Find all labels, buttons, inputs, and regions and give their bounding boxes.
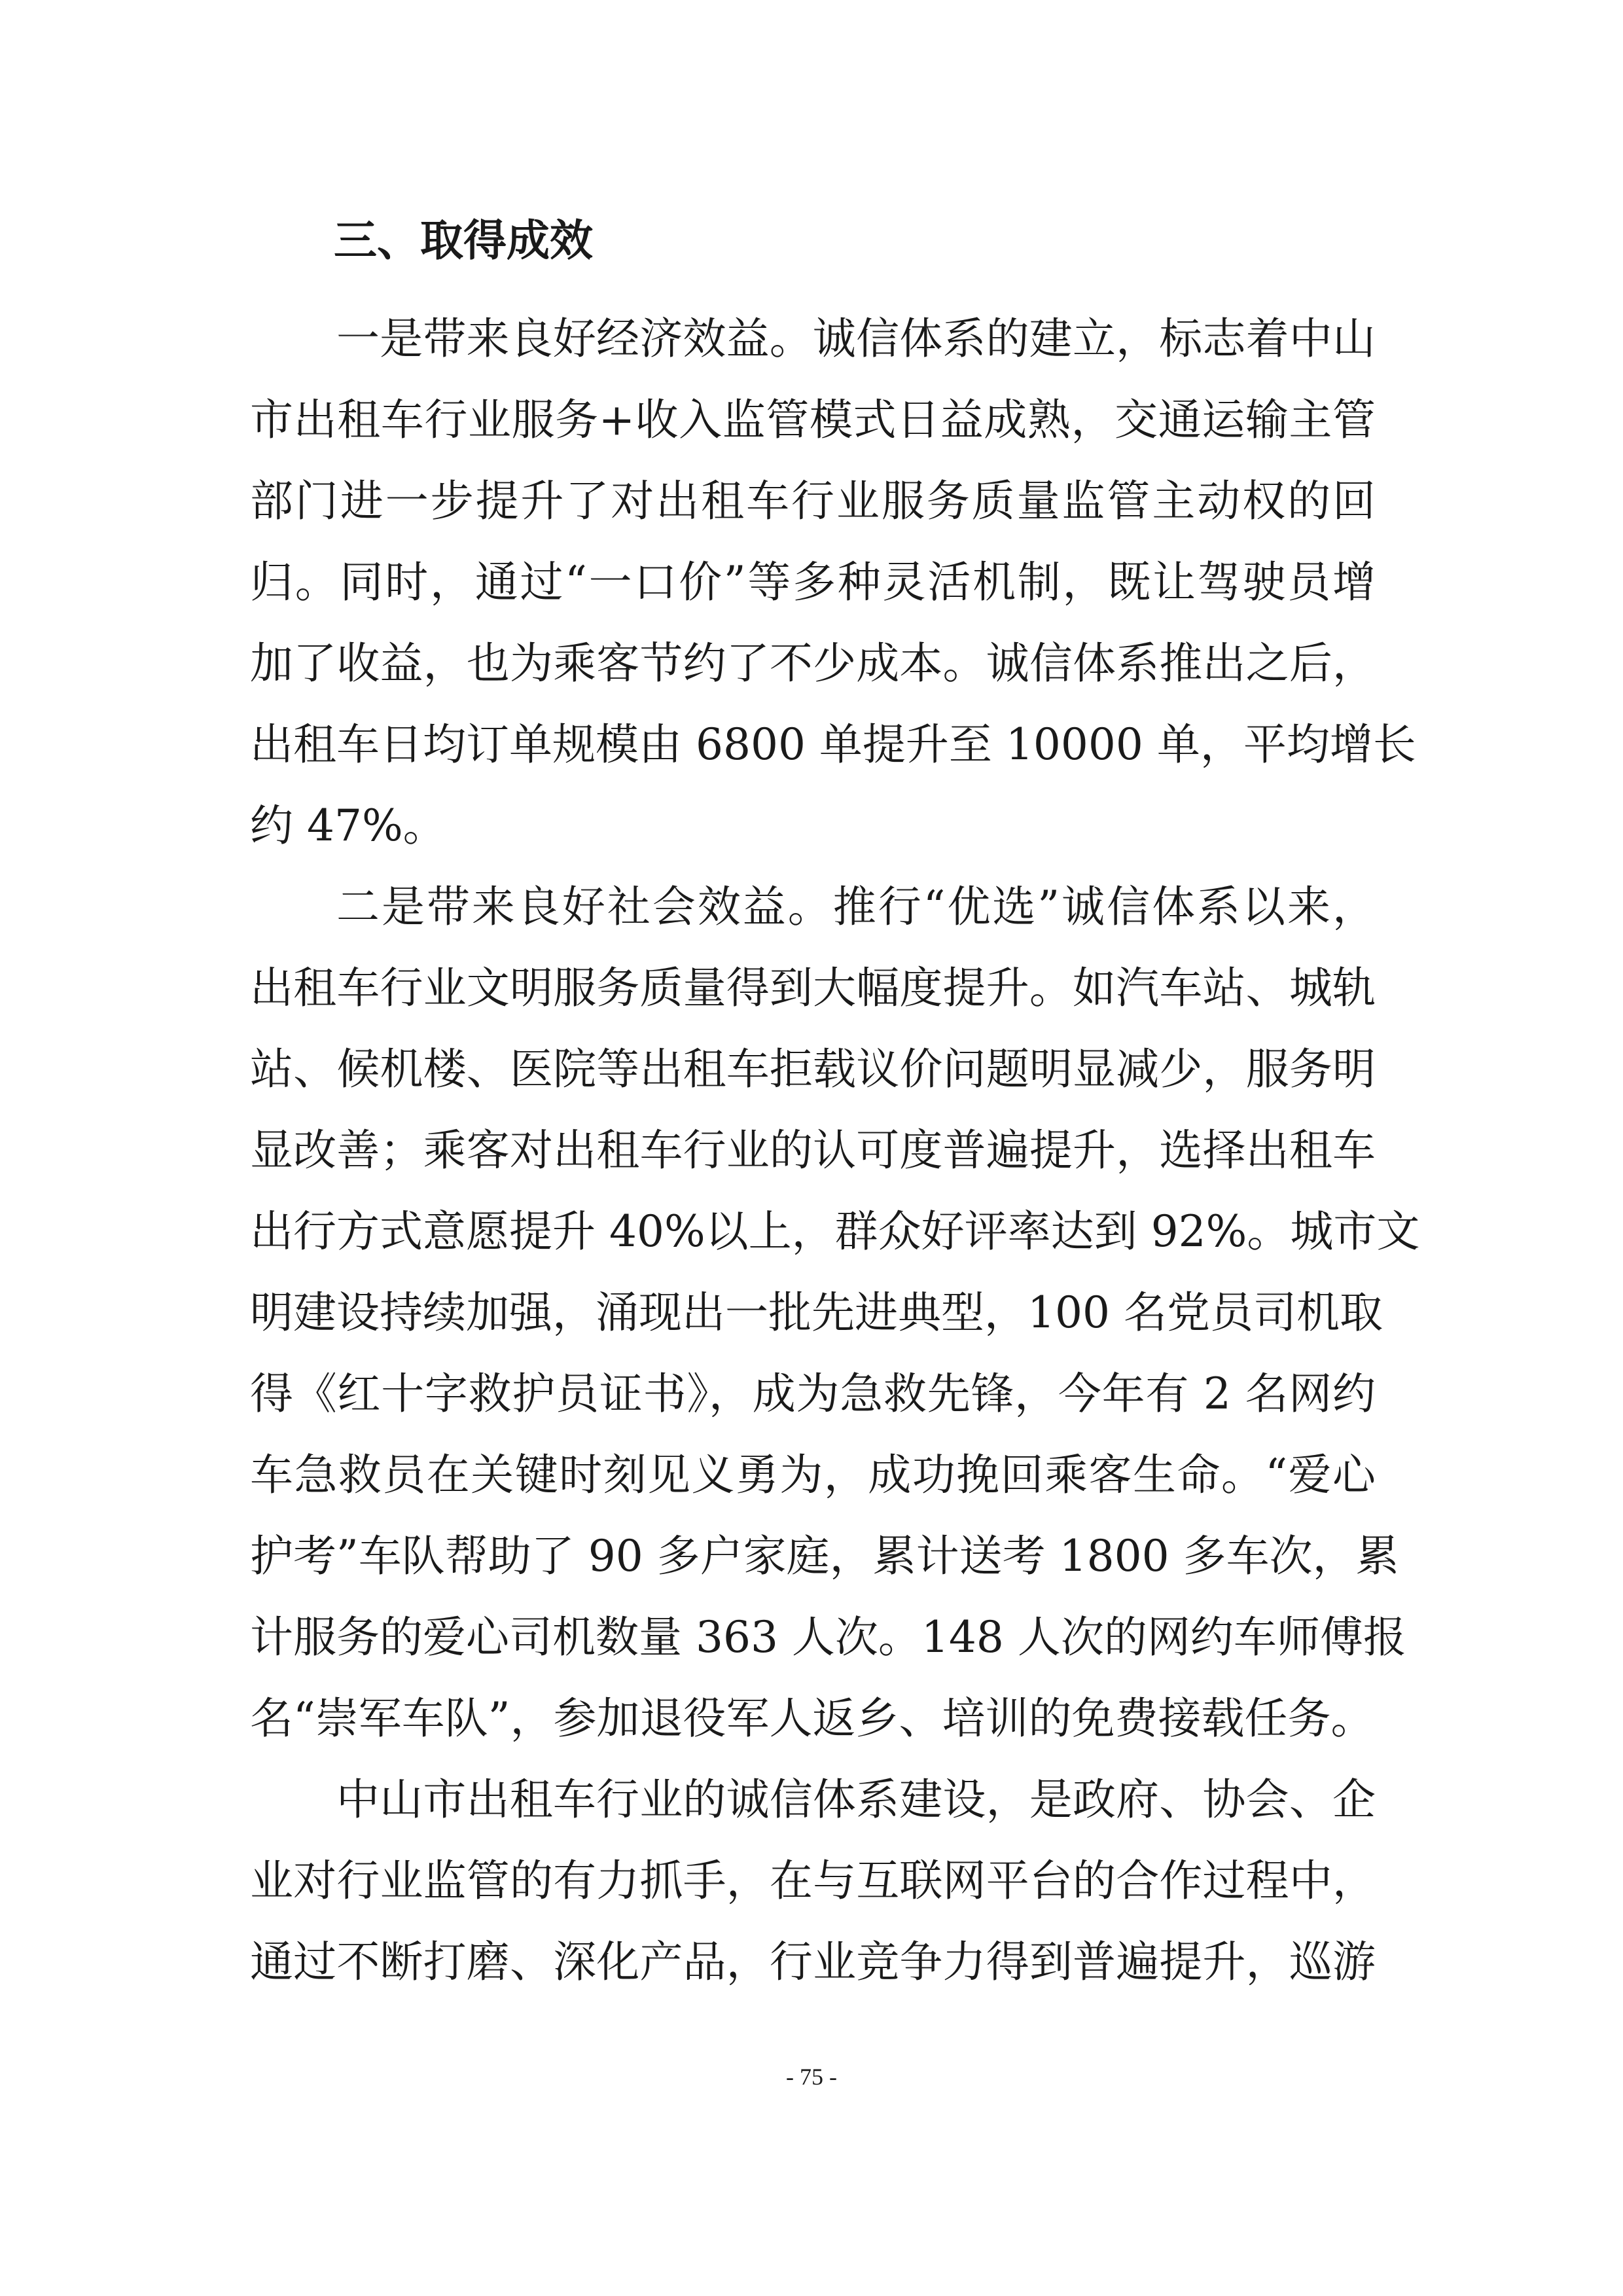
paragraph-line: 加了收益，也为乘客节约了不少成本。诚信体系推出之后， bbox=[250, 638, 1376, 689]
paragraph-line: 出行方式意愿提升 40%以上，群众好评率达到 92%。城市文 bbox=[250, 1206, 1420, 1257]
paragraph-line: 约 47%。 bbox=[250, 800, 446, 851]
paragraph-line: 通过不断打磨、深化产品，行业竞争力得到普遍提升，巡游 bbox=[250, 1937, 1376, 1987]
paragraph-line: 车急救员在关键时刻见义勇为，成功挽回乘客生命。“爱心 bbox=[250, 1450, 1376, 1500]
paragraph-line: 出租车行业文明服务质量得到大幅度提升。如汽车站、城轨 bbox=[250, 963, 1376, 1013]
section-heading: 三、取得成效 bbox=[334, 215, 593, 266]
paragraph-line: 市出租车行业服务+收入监管模式日益成熟，交通运输主管 bbox=[250, 395, 1376, 445]
paragraph-line: 明建设持续加强，涌现出一批先进典型，100 名党员司机取 bbox=[250, 1287, 1383, 1338]
paragraph-line: 名“崇军车队”，参加退役军人返乡、培训的免费接载任务。 bbox=[250, 1693, 1374, 1744]
paragraph-line: 显改善；乘客对出租车行业的认可度普遍提升，选择出租车 bbox=[250, 1125, 1376, 1175]
paragraph-line: 中山市出租车行业的诚信体系建设，是政府、协会、企 bbox=[336, 1774, 1376, 1825]
paragraph-line: 护考”车队帮助了 90 多户家庭，累计送考 1800 多车次，累 bbox=[250, 1531, 1399, 1581]
paragraph-line: 站、候机楼、医院等出租车拒载议价问题明显减少，服务明 bbox=[250, 1044, 1376, 1094]
paragraph-line: 得《红十字救护员证书》，成为急救先锋，今年有 2 名网约 bbox=[250, 1369, 1376, 1419]
paragraph-line: 归。同时，通过“一口价”等多种灵活机制，既让驾驶员增 bbox=[250, 557, 1376, 607]
paragraph-line: 二是带来良好社会效益。推行“优选”诚信体系以来， bbox=[336, 882, 1376, 932]
paragraph-line: 部门进一步提升了对出租车行业服务质量监管主动权的回 bbox=[250, 476, 1376, 526]
paragraph-line: 一是带来良好经济效益。诚信体系的建立，标志着中山 bbox=[336, 314, 1376, 364]
page-number: - 75 - bbox=[786, 2064, 837, 2090]
paragraph-line: 计服务的爱心司机数量 363 人次。148 人次的网约车师傅报 bbox=[250, 1612, 1406, 1662]
paragraph-line: 出租车日均订单规模由 6800 单提升至 10000 单，平均增长 bbox=[250, 719, 1416, 770]
paragraph-line: 业对行业监管的有力抓手，在与互联网平台的合作过程中， bbox=[250, 1856, 1376, 1906]
